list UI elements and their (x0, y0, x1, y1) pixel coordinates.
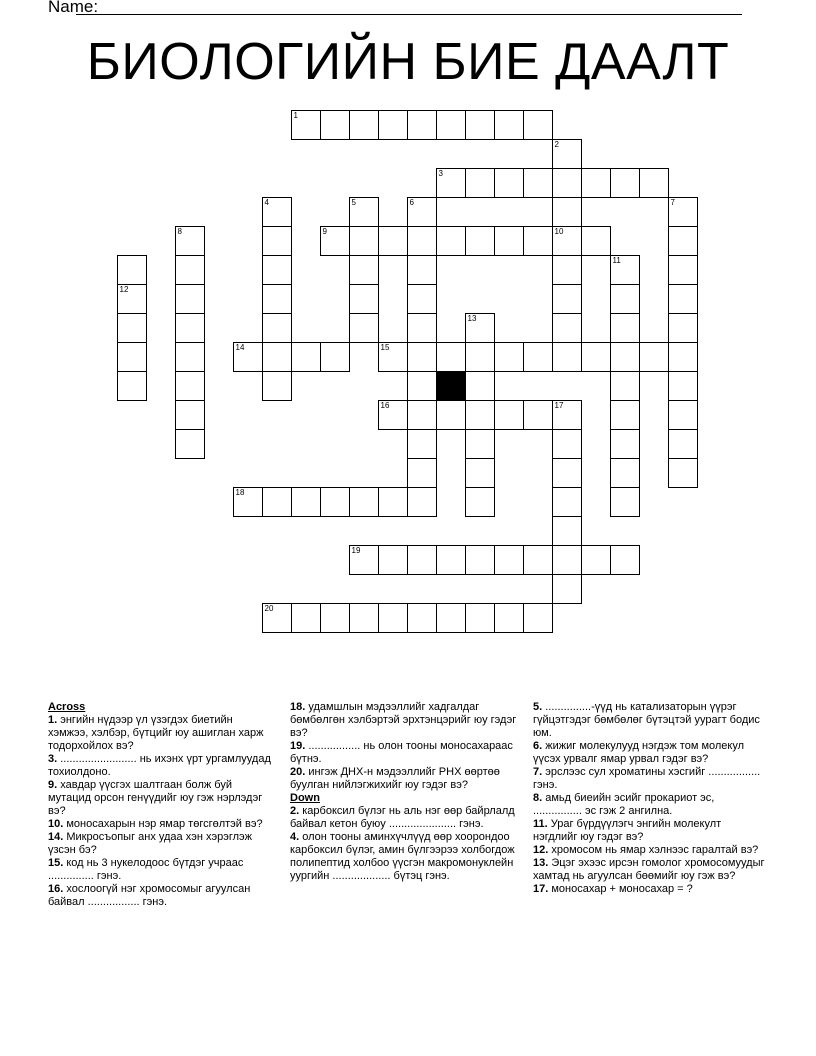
grid-cell[interactable] (465, 371, 495, 401)
grid-cell[interactable] (407, 226, 437, 256)
grid-cell[interactable] (494, 226, 524, 256)
grid-cell[interactable] (262, 313, 292, 343)
grid-cell[interactable] (465, 168, 495, 198)
clue-item-number: 15. (48, 857, 64, 869)
clue-item-text: жижиг молекулууд нэгдэж том молекул үүсэх урвалг ямар урвал гэдэг вэ? (533, 740, 745, 765)
clue-item-number: 18. (290, 701, 306, 713)
clue-number: 20 (264, 603, 274, 613)
grid-cell[interactable] (262, 284, 292, 314)
clue-item-text: ...............-үүд нь катализаторын үүрэг гүйцэтгэдэг бөмбөлөг бүтэцтэй уурагт бодис юм. (533, 701, 760, 739)
grid-cell[interactable] (494, 545, 524, 575)
grid-cell[interactable] (175, 255, 205, 285)
grid-cell[interactable] (233, 487, 263, 517)
clue-item-text: код нь 3 нукелодоос бүтдэг учраас ............... гэнэ. (48, 857, 244, 882)
clue-item-number: 1. (48, 714, 58, 726)
grid-cell[interactable] (407, 110, 437, 140)
grid-cell[interactable] (465, 429, 495, 459)
clue-number: 16 (380, 400, 390, 410)
grid-cell[interactable] (436, 603, 466, 633)
grid-cell[interactable] (436, 342, 466, 372)
grid-cell[interactable] (465, 458, 495, 488)
clue-item-text: Эцэг эхээс ирсэн гомолог хромосомуудыг хамтад нь агуулсан бөөмийг юу гэж вэ? (533, 857, 765, 882)
grid-cell[interactable] (407, 197, 437, 227)
clue-number: 4 (264, 197, 269, 207)
grid-cell[interactable] (117, 255, 147, 285)
clue-item (48, 818, 276, 831)
grid-cell[interactable] (610, 168, 640, 198)
clue-number: 6 (409, 197, 414, 207)
clue-item (533, 844, 765, 857)
clue-item (290, 766, 526, 792)
clue-item-number: 11. (533, 818, 548, 830)
clue-number: 19 (351, 545, 361, 555)
clue-item-number: 9. (48, 779, 58, 791)
clue-item-number: 4. (290, 831, 300, 843)
grid-cell[interactable] (465, 400, 495, 430)
clue-number: 18 (235, 487, 245, 497)
clue-item-text: карбоксил бүлэг нь аль нэг өөр байрлалд байвал кетон буюу ...................... гэнэ. (290, 805, 515, 830)
grid-cell[interactable] (581, 226, 611, 256)
grid-cell[interactable] (523, 342, 553, 372)
clue-item-number: 3. (48, 753, 58, 765)
grid-cell[interactable] (668, 313, 698, 343)
clue-item (533, 766, 765, 792)
clues-column-3 (533, 701, 765, 896)
clue-item-text: энгийн нүдээр үл үзэгдэх биетийн хэмжээ, хэлбэр, бүтцийг юу ашиглан харж тодорхойлох вэ? (48, 714, 264, 752)
grid-cell[interactable] (610, 487, 640, 517)
grid-cell[interactable] (349, 487, 379, 517)
down-header: Down (290, 792, 320, 804)
clues-column-2 (290, 701, 526, 883)
clue-item-text: эрслээс сул хроматины хэсгийг ................. гэнэ. (533, 766, 761, 791)
clues-column-1 (48, 701, 276, 909)
page-title: БИОЛОГИЙН БИЕ ДААЛТ (86, 33, 730, 91)
grid-cell[interactable] (639, 342, 669, 372)
grid-cell[interactable] (349, 255, 379, 285)
grid-cell[interactable] (552, 574, 582, 604)
clue-item-text: Ураг бүрдүүлэгч энгийн молекулт нэгдлийг юу гэдэг вэ? (533, 818, 722, 843)
grid-cell[interactable] (610, 545, 640, 575)
grid-cell[interactable] (407, 487, 437, 517)
grid-cell[interactable] (552, 255, 582, 285)
grid-cell[interactable] (349, 313, 379, 343)
grid-cell[interactable] (552, 197, 582, 227)
grid-cell[interactable] (552, 458, 582, 488)
grid-cell[interactable] (610, 313, 640, 343)
clue-item-text: удамшлын мэдээллийг хадгалдаг бөмбөлгөн хэлбэртэй эрхтэнцэрийг юу гэдэг вэ? (290, 701, 517, 739)
clue-item-text: моносахар + моносахар = ? (548, 883, 693, 895)
grid-cell[interactable] (320, 603, 350, 633)
grid-cell[interactable] (262, 226, 292, 256)
grid-cell[interactable] (291, 603, 321, 633)
grid-cell[interactable] (436, 400, 466, 430)
grid-cell[interactable] (175, 429, 205, 459)
grid-cell[interactable] (117, 284, 147, 314)
clue-number: 3 (438, 168, 443, 178)
clue-item (48, 714, 276, 753)
clue-item (533, 883, 765, 896)
grid-cell[interactable] (668, 226, 698, 256)
clue-item-number: 16. (48, 883, 64, 895)
clue-item-number: 20. (290, 766, 306, 778)
clue-item (290, 805, 526, 831)
grid-cell[interactable] (639, 168, 669, 198)
clue-number: 1 (293, 110, 298, 120)
grid-cell[interactable] (668, 255, 698, 285)
grid-cell[interactable] (349, 110, 379, 140)
grid-cell[interactable] (378, 487, 408, 517)
clue-item-number: 12. (533, 844, 549, 856)
grid-cell[interactable] (320, 226, 350, 256)
clue-item (533, 701, 765, 740)
grid-cell[interactable] (610, 400, 640, 430)
grid-cell[interactable] (494, 342, 524, 372)
clue-item-number: 6. (533, 740, 543, 752)
grid-cell[interactable] (523, 603, 553, 633)
clue-number: 15 (380, 342, 390, 352)
grid-cell[interactable] (378, 342, 408, 372)
clue-item-text: моносахарын нэр ямар төгсгөлтэй вэ? (63, 818, 263, 830)
clue-item (290, 831, 526, 883)
grid-cell[interactable] (610, 255, 640, 285)
grid-cell[interactable] (407, 603, 437, 633)
grid-cell[interactable] (262, 487, 292, 517)
grid-cell[interactable] (407, 255, 437, 285)
grid-cell[interactable] (494, 168, 524, 198)
grid-cell[interactable] (552, 516, 582, 546)
clue-item (48, 831, 276, 857)
clue-number: 9 (322, 226, 327, 236)
grid-cell[interactable] (552, 545, 582, 575)
name-label: Name: (48, 0, 99, 16)
grid-cell[interactable] (523, 545, 553, 575)
grid-cell[interactable] (378, 110, 408, 140)
grid-cell[interactable] (262, 371, 292, 401)
grid-cell[interactable] (610, 284, 640, 314)
grid-cell[interactable] (407, 545, 437, 575)
grid-cell[interactable] (552, 400, 582, 430)
grid-cell[interactable] (465, 110, 495, 140)
clue-item (533, 740, 765, 766)
grid-cell[interactable] (494, 110, 524, 140)
grid-cell[interactable] (407, 371, 437, 401)
grid-cell[interactable] (175, 226, 205, 256)
clue-item-text: Микросъопыг анх удаа хэн хэрэглэж үзсэн бэ? (48, 831, 252, 856)
grid-cell[interactable] (581, 168, 611, 198)
grid-cell[interactable] (668, 371, 698, 401)
clue-item-text: хослоогүй нэг хромосомыг агуулсан байвал ................. гэнэ. (48, 883, 251, 908)
grid-cell[interactable] (378, 603, 408, 633)
across-clue-list-continued (290, 701, 526, 792)
grid-cell[interactable] (117, 371, 147, 401)
grid-cell[interactable] (523, 168, 553, 198)
clue-number: 12 (119, 284, 129, 294)
clue-number: 2 (554, 139, 559, 149)
grid-cell[interactable] (465, 487, 495, 517)
grid-cell[interactable] (436, 226, 466, 256)
clue-item-number: 13. (533, 857, 549, 869)
grid-cell[interactable] (378, 400, 408, 430)
grid-cell[interactable] (552, 226, 582, 256)
clue-item (48, 753, 276, 779)
grid-cell[interactable] (523, 110, 553, 140)
clue-number: 7 (670, 197, 675, 207)
grid-cell[interactable] (610, 429, 640, 459)
grid-cell[interactable] (552, 284, 582, 314)
grid-cell[interactable] (175, 400, 205, 430)
grid-cell[interactable] (262, 255, 292, 285)
grid-cell[interactable] (407, 342, 437, 372)
grid-cell[interactable] (262, 197, 292, 227)
clue-item-number: 19. (290, 740, 306, 752)
grid-cell[interactable] (349, 284, 379, 314)
clue-item-text: ......................... нь ихэнх үрт ургамлуудад тохиолдоно. (48, 753, 271, 778)
grid-cell[interactable] (552, 429, 582, 459)
grid-cell[interactable] (610, 371, 640, 401)
clue-number: 11 (612, 255, 621, 265)
clue-number: 17 (554, 400, 564, 410)
grid-cell[interactable] (436, 110, 466, 140)
grid-cell[interactable] (436, 545, 466, 575)
grid-cell[interactable] (349, 603, 379, 633)
clue-item-number: 8. (533, 792, 543, 804)
clue-item (533, 792, 765, 818)
clue-item (290, 701, 526, 740)
clue-item (533, 818, 765, 844)
grid-cell[interactable] (465, 545, 495, 575)
grid-cell[interactable] (552, 487, 582, 517)
grid-cell[interactable] (233, 342, 263, 372)
grid-cell[interactable] (291, 110, 321, 140)
grid-cell[interactable] (523, 226, 553, 256)
grid-cell[interactable] (349, 197, 379, 227)
clue-item (48, 779, 276, 818)
clue-item-number: 5. (533, 701, 543, 713)
grid-cell[interactable] (668, 458, 698, 488)
clue-item-text: хромосом нь ямар хэлнээс гаралтай вэ? (548, 844, 759, 856)
grid-cell[interactable] (465, 603, 495, 633)
grid-cell[interactable] (668, 197, 698, 227)
grid-cell[interactable] (668, 429, 698, 459)
grid-cell[interactable] (552, 168, 582, 198)
grid-cell[interactable] (465, 313, 495, 343)
grid-cell[interactable] (262, 603, 292, 633)
grid-cell[interactable] (407, 429, 437, 459)
clue-item-number: 14. (48, 831, 64, 843)
grid-cell[interactable] (552, 342, 582, 372)
clue-number: 5 (351, 197, 356, 207)
grid-cell[interactable] (262, 342, 292, 372)
grid-cell[interactable] (320, 342, 350, 372)
grid-cell[interactable] (291, 342, 321, 372)
grid-cell[interactable] (349, 226, 379, 256)
grid-cell[interactable] (175, 313, 205, 343)
clue-item-text: олон тооны аминхүчлүүд өөр хоорондоо карбоксил бүлэг, амин бүлгээрээ холбогдож полипептид холбоо үүсгэн макромонуклейн уургийн ................... бүтэц гэнэ. (290, 831, 515, 882)
grid-cell[interactable] (494, 603, 524, 633)
grid-cell[interactable] (117, 342, 147, 372)
grid-cell[interactable] (610, 458, 640, 488)
grid-cell[interactable] (320, 487, 350, 517)
across-clue-list (48, 714, 276, 909)
grid-cell[interactable] (117, 313, 147, 343)
grid-cell[interactable] (523, 400, 553, 430)
grid-cell[interactable] (610, 342, 640, 372)
clue-item-number: 10. (48, 818, 64, 830)
grid-cell[interactable] (175, 371, 205, 401)
clue-item-text: хавдар үүсгэх шалтгаан болж буй мутацид орсон генүүдийг юу гэж нэрлэдэг вэ? (48, 779, 263, 817)
grid-cell[interactable] (291, 487, 321, 517)
clue-item (48, 857, 276, 883)
grid-cell[interactable] (552, 139, 582, 169)
clue-item (533, 857, 765, 883)
clue-item-text: амьд биеийн эсийг прокариот эс, ................ эс гэж 2 ангилна. (533, 792, 715, 817)
clue-number: 14 (235, 342, 245, 352)
across-header: Across (48, 701, 86, 713)
grid-cell[interactable] (436, 168, 466, 198)
grid-cell[interactable] (175, 284, 205, 314)
grid-cell[interactable] (320, 110, 350, 140)
clue-number: 10 (554, 226, 564, 236)
grid-cell[interactable] (407, 400, 437, 430)
clue-item-number: 7. (533, 766, 543, 778)
grid-cell[interactable] (494, 400, 524, 430)
clue-item-number: 17. (533, 883, 549, 895)
clue-item (290, 740, 526, 766)
grid-cell[interactable] (407, 313, 437, 343)
down-clue-list-continued (533, 701, 765, 896)
grid-cell[interactable] (581, 342, 611, 372)
grid-cell[interactable] (349, 545, 379, 575)
grid-cell[interactable] (407, 458, 437, 488)
black-cell (436, 371, 466, 401)
clue-item-text: ингэж ДНХ-н мэдээллийг РНХ өөртөө буулган нийлэгжихийг юу гэдэг вэ? (290, 766, 500, 791)
grid-cell[interactable] (552, 313, 582, 343)
clue-item-number: 2. (290, 805, 300, 817)
clue-item (48, 883, 276, 909)
grid-cell[interactable] (378, 545, 408, 575)
grid-cell[interactable] (175, 342, 205, 372)
grid-cell[interactable] (668, 284, 698, 314)
grid-cell[interactable] (465, 226, 495, 256)
clue-number: 8 (177, 226, 182, 236)
grid-cell[interactable] (581, 545, 611, 575)
clue-number: 13 (467, 313, 477, 323)
down-clue-list (290, 805, 526, 883)
grid-cell[interactable] (407, 284, 437, 314)
grid-cell[interactable] (668, 400, 698, 430)
clue-item-text: ................. нь олон тооны моносахараас бүтнэ. (290, 740, 513, 765)
grid-cell[interactable] (378, 226, 408, 256)
grid-cell[interactable] (668, 342, 698, 372)
grid-cell[interactable] (465, 342, 495, 372)
